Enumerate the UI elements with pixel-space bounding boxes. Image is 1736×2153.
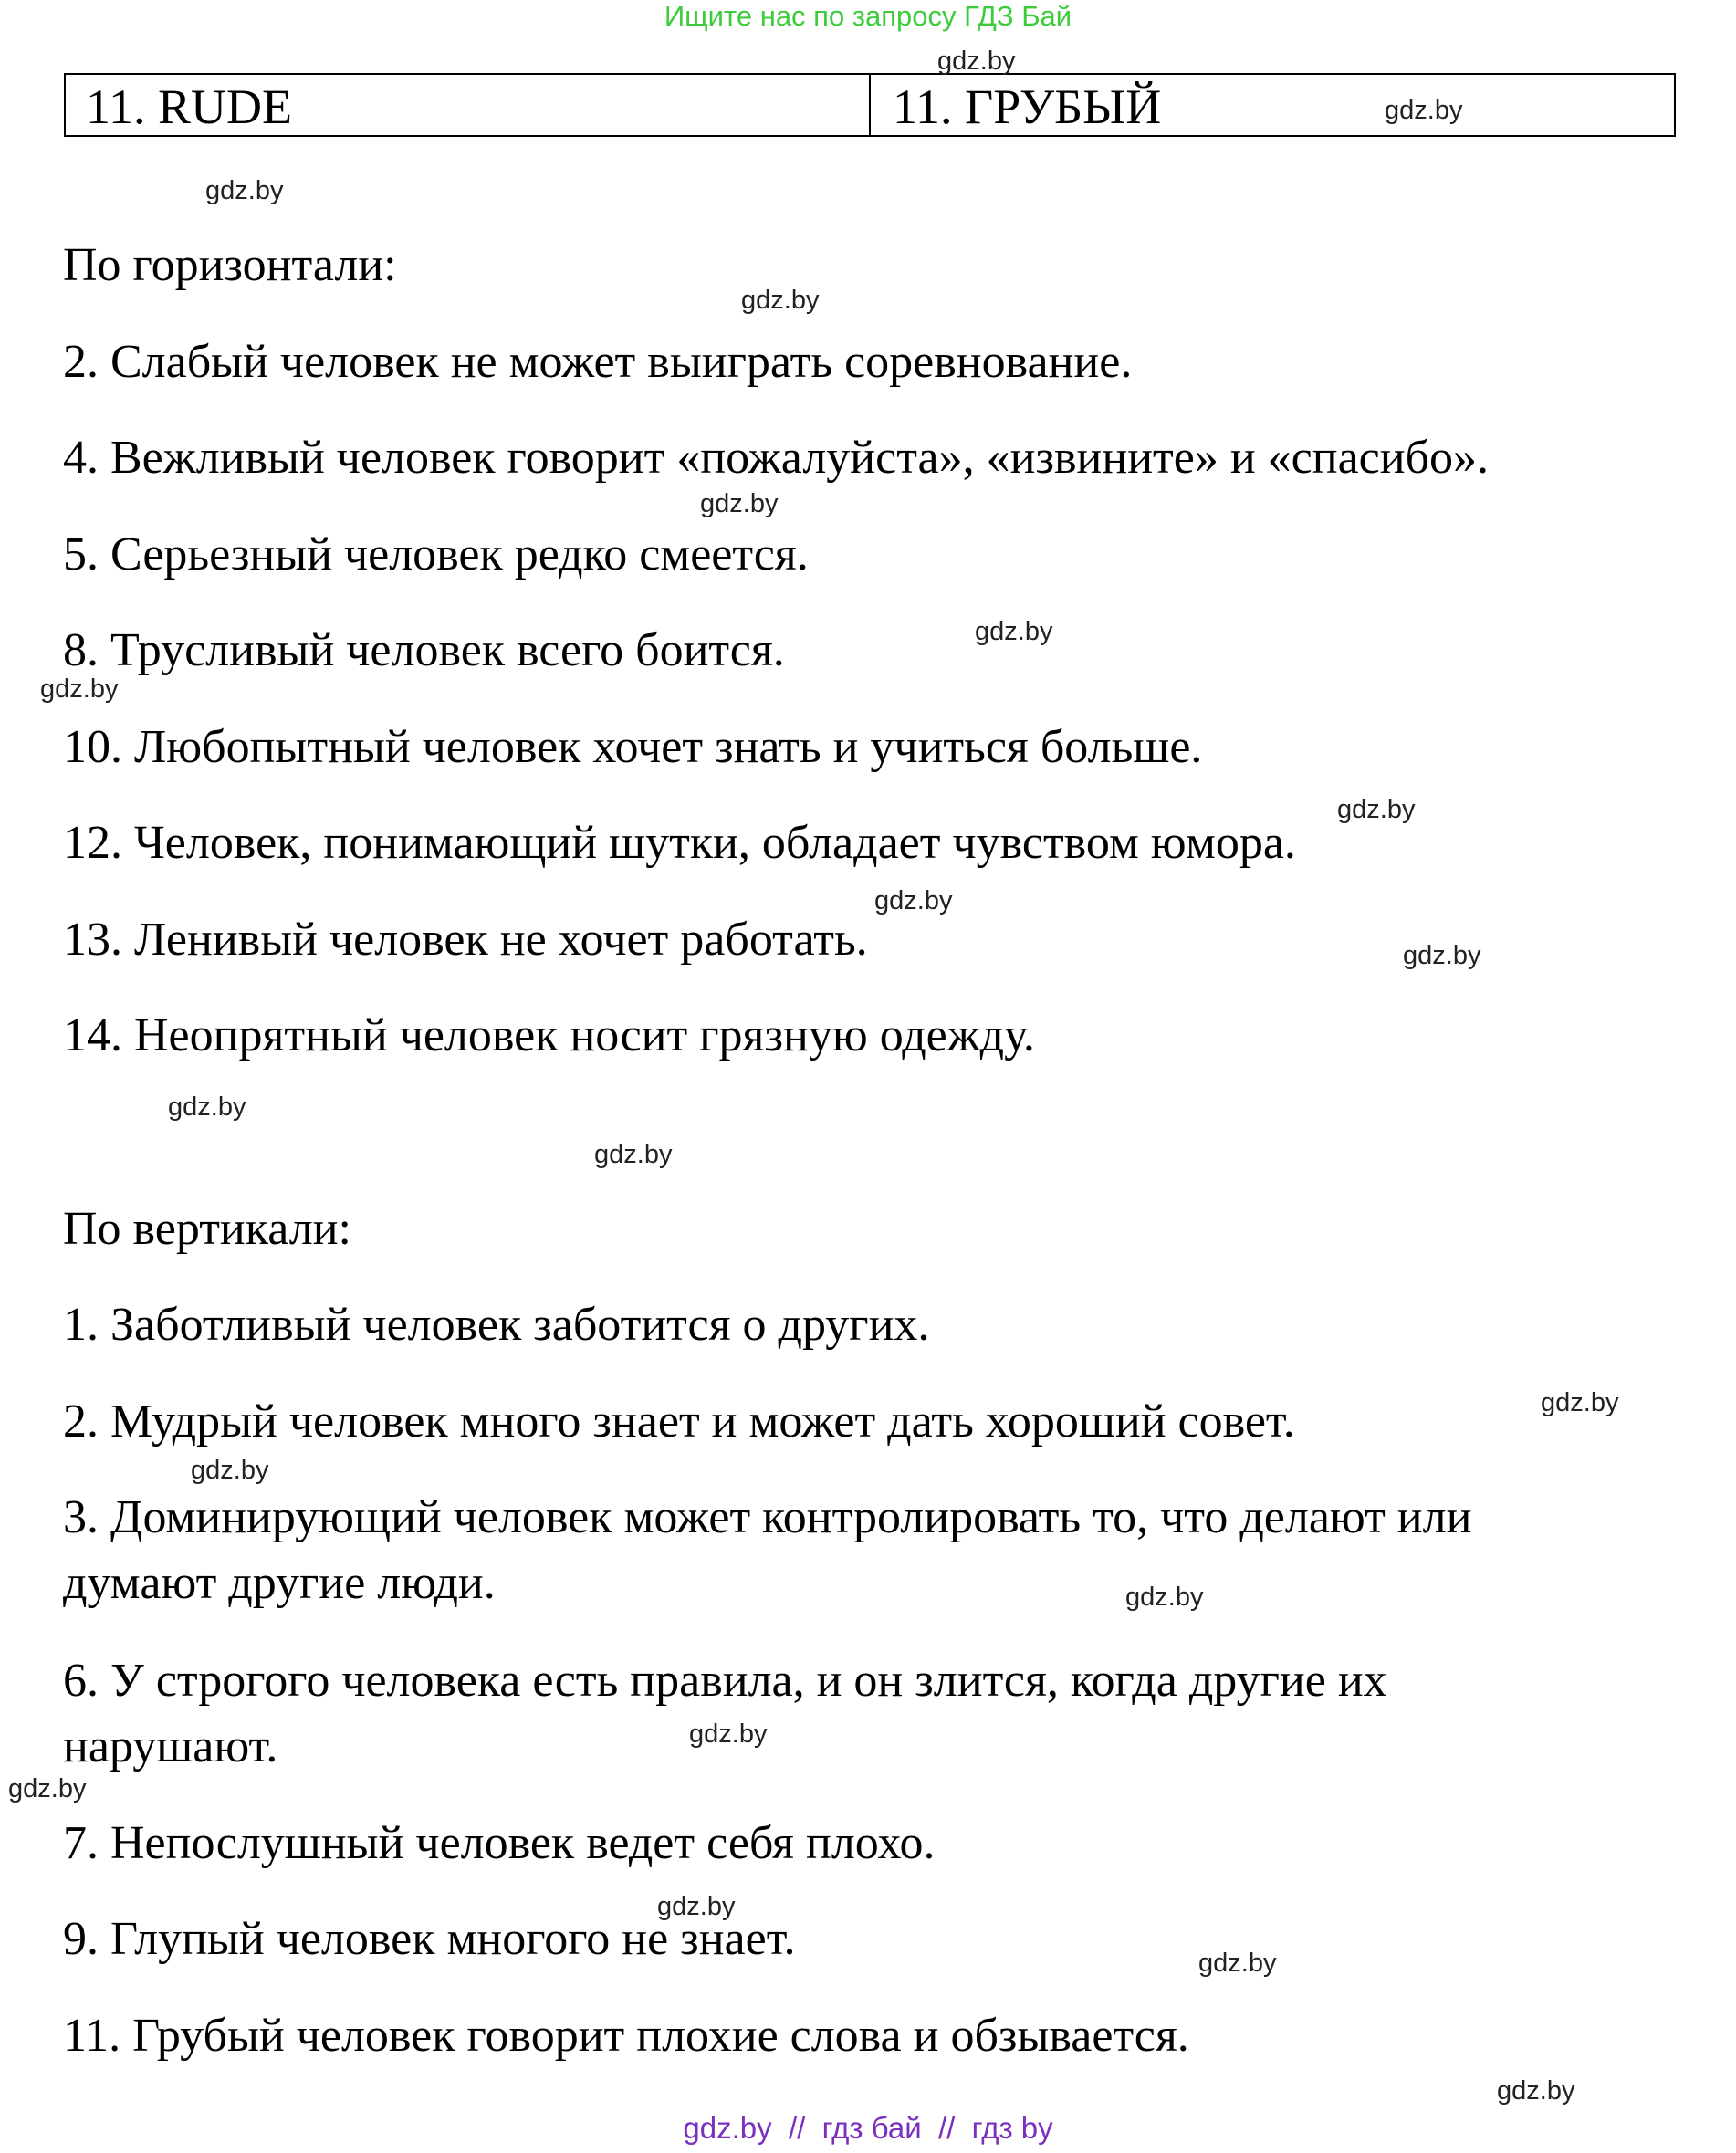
- watermark: gdz.by: [8, 1774, 87, 1803]
- across-item: 12. Человек, понимающий шутки, обладает чувством юмора.: [63, 817, 1296, 869]
- footer-links: gdz.by // гдз бай // гдз by: [683, 2111, 1053, 2145]
- across-item: 4. Вежливый человек говорит «пожалуйста», «извините» и «спасибо».: [63, 432, 1490, 484]
- watermark: gdz.by: [1497, 2076, 1575, 2106]
- watermark: gdz.by: [168, 1092, 246, 1122]
- across-heading: По горизонтали:: [63, 239, 397, 291]
- down-heading: По вертикали:: [63, 1203, 351, 1255]
- across-item: 8. Трусливый человек всего боится.: [63, 624, 785, 676]
- down-item: 1. Заботливый человек заботится о других.: [63, 1299, 930, 1351]
- down-item-continued: нарушают.: [63, 1720, 278, 1772]
- across-item: 14. Неопрятный человек носит грязную одежду.: [63, 1009, 1035, 1061]
- down-item: 3. Доминирующий человек может контролировать то, что делают или: [63, 1491, 1472, 1543]
- watermark: gdz.by: [1125, 1583, 1204, 1612]
- watermark: gdz.by: [689, 1719, 768, 1749]
- watermark: gdz.by: [205, 176, 284, 205]
- watermark: gdz.by: [700, 489, 779, 518]
- across-item: 2. Слабый человек не может выиграть соревнование.: [63, 336, 1133, 388]
- watermark: gdz.by: [594, 1140, 673, 1169]
- watermark: gdz.by: [1198, 1949, 1277, 1978]
- top-banner: Ищите нас по запросу ГДЗ Бай: [664, 0, 1072, 32]
- down-item: 7. Непослушный человек ведет себя плохо.: [63, 1817, 936, 1869]
- watermark: gdz.by: [1385, 96, 1463, 125]
- down-item: 2. Мудрый человек много знает и может дать хороший совет.: [63, 1395, 1295, 1448]
- watermark: gdz.by: [874, 886, 953, 915]
- watermark: gdz.by: [1337, 795, 1416, 824]
- down-item: 9. Глупый человек многого не знает.: [63, 1913, 796, 1965]
- watermark: gdz.by: [1403, 941, 1481, 970]
- watermark: gdz.by: [937, 47, 1016, 76]
- watermark: gdz.by: [1541, 1388, 1619, 1417]
- across-item: 10. Любопытный человек хочет знать и учиться больше.: [63, 721, 1203, 773]
- watermark: gdz.by: [657, 1892, 736, 1921]
- watermark: gdz.by: [191, 1456, 269, 1485]
- watermark: gdz.by: [741, 286, 820, 315]
- vocab-russian: 11. ГРУБЫЙ: [893, 79, 1162, 134]
- vocab-english: 11. RUDE: [66, 75, 871, 135]
- down-item: 6. У строгого человека есть правила, и он злится, когда другие их: [63, 1655, 1387, 1707]
- across-item: 13. Ленивый человек не хочет работать.: [63, 914, 868, 966]
- watermark: gdz.by: [40, 674, 119, 704]
- down-item-continued: думают другие люди.: [63, 1557, 496, 1609]
- across-item: 5. Серьезный человек редко смеется.: [63, 528, 809, 580]
- watermark: gdz.by: [975, 617, 1053, 646]
- down-item: 11. Грубый человек говорит плохие слова и обзывается.: [63, 2010, 1189, 2062]
